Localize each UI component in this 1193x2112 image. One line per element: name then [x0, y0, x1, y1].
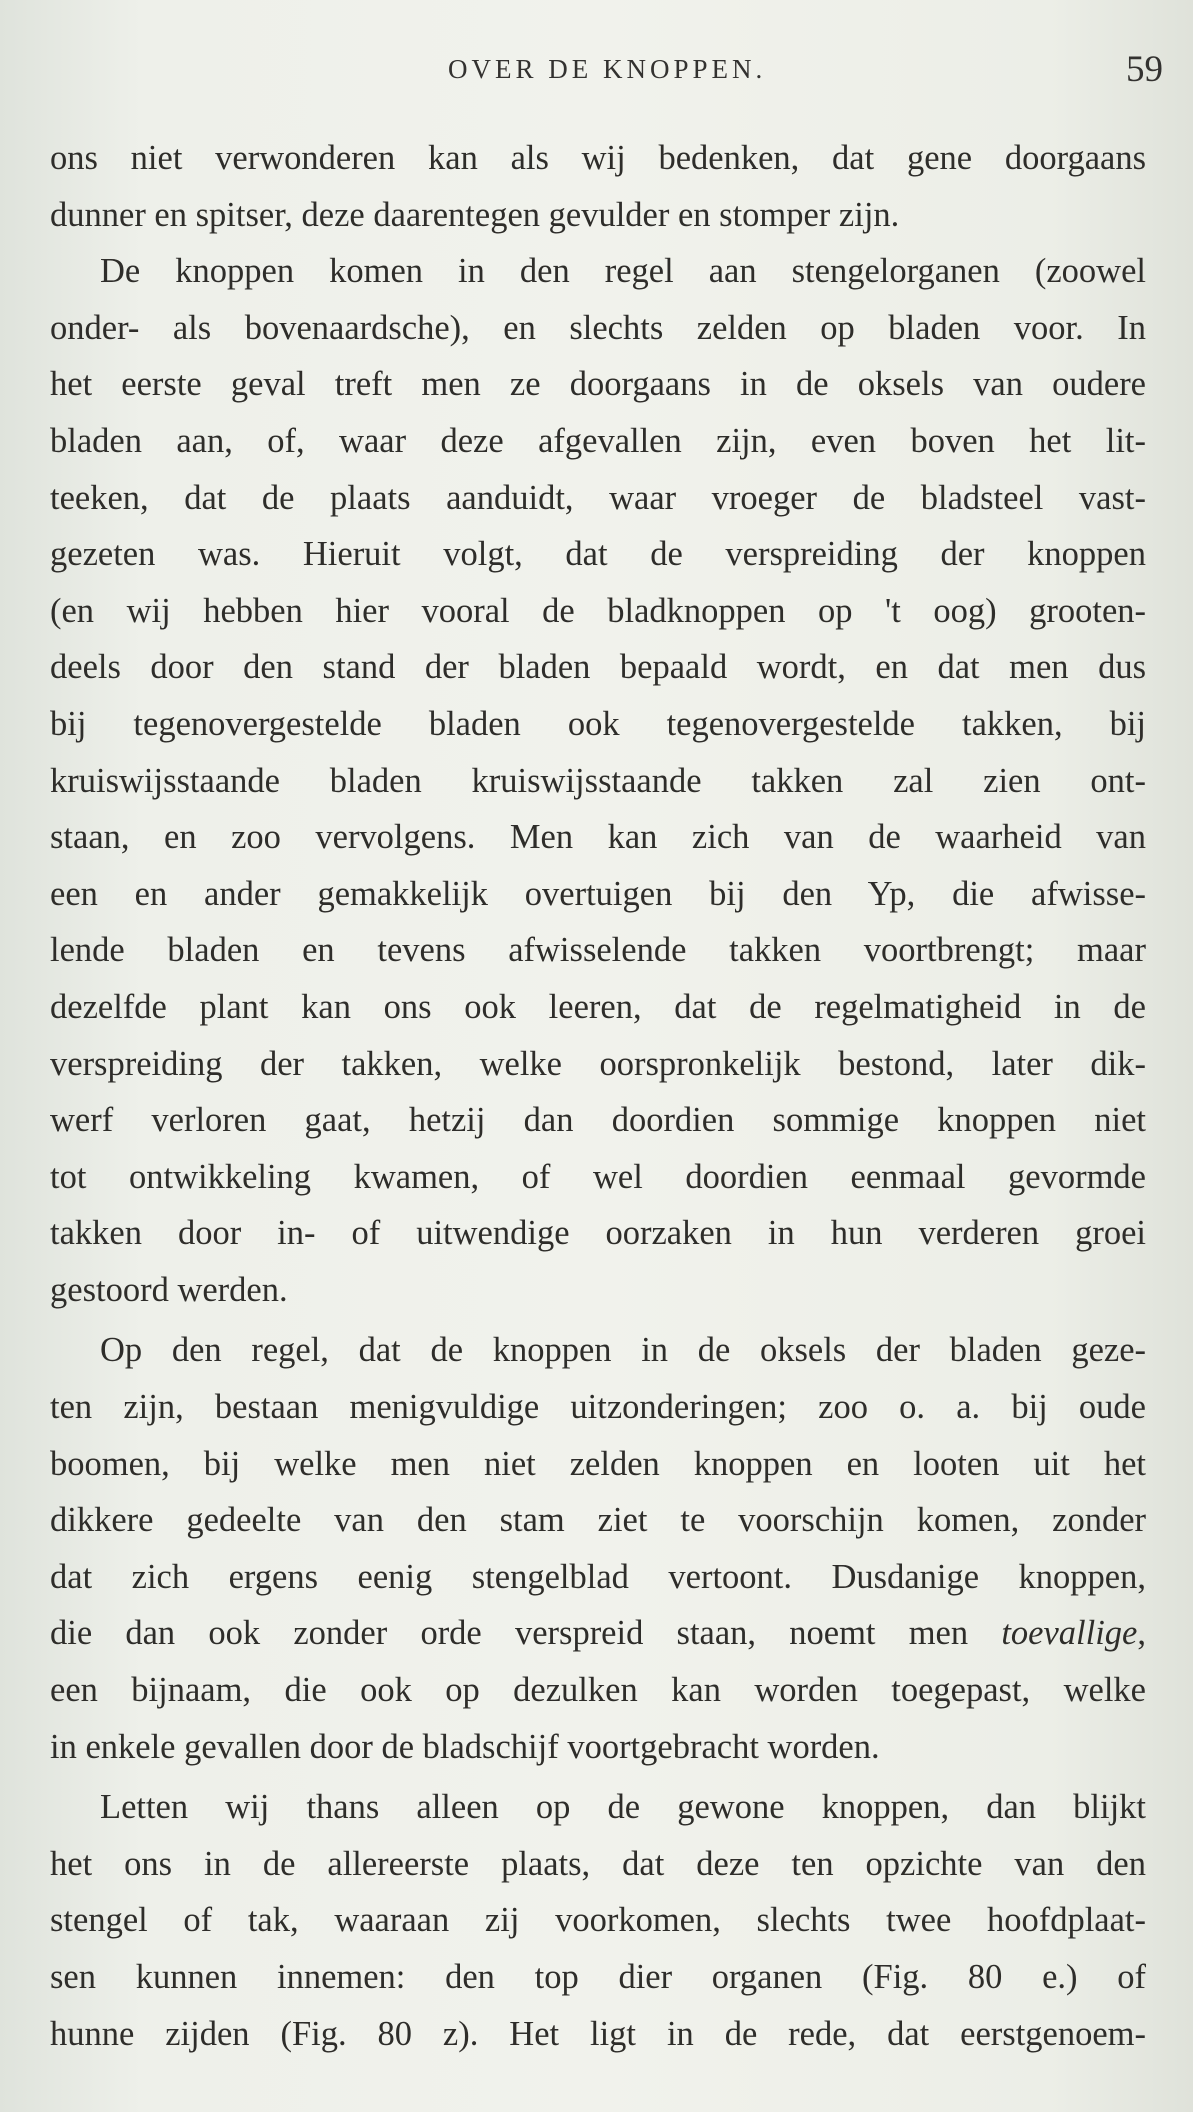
text-line: hunne zijden (Fig. 80 z). Het ligt in de rede, dat eerstgenoem- [50, 2014, 1146, 2053]
text-line: (en wij hebben hier vooral de bladknoppen op 't oog) grooten- [50, 591, 1146, 630]
text-line: verspreiding der takken, welke oorspronkelijk bestond, later dik- [50, 1044, 1146, 1083]
text-line: in enkele gevallen door de bladschijf voortgebracht worden. [50, 1727, 880, 1766]
text-line: bladen aan, of, waar deze afgevallen zijn, even boven het lit- [50, 421, 1146, 460]
text-line: tot ontwikkeling kwamen, of wel doordien eenmaal gevormde [50, 1157, 1146, 1196]
text-line: een bijnaam, die ook op dezulken kan worden toegepast, welke [50, 1671, 1146, 1710]
paragraph-1 [50, 130, 1146, 243]
page-number: 59 [1126, 49, 1163, 90]
italic-term: toevallige [1001, 1614, 1138, 1653]
text-line: het eerste geval treft men ze doorgaans in de oksels van oudere [50, 365, 1146, 404]
text-line: Letten wij thans alleen op de gewone knoppen, dan blijkt [100, 1788, 1146, 1827]
paragraph-4 [50, 1779, 1146, 2062]
text-line: dat zich ergens eenig stengelblad vertoont. Dusdanige knoppen, [50, 1557, 1146, 1596]
text-segment: die dan ook zonder orde verspreid staan, noemt men [50, 1614, 1002, 1653]
text-line: sen kunnen innemen: den top dier organen (Fig. 80 e.) of [50, 1958, 1146, 1996]
text-line: dezelfde plant kan ons ook leeren, dat de regelmatigheid in de [50, 987, 1146, 1026]
text-line: bij tegenovergestelde bladen ook tegenovergestelde takken, bij [50, 704, 1146, 743]
text-line: kruiswijsstaande bladen kruiswijsstaande takken zal zien ont- [50, 761, 1146, 800]
text-line: dikkere gedeelte van den stam ziet te voorschijn komen, zonder [50, 1501, 1146, 1540]
page-header [0, 48, 1193, 92]
paragraph-2 [50, 243, 1146, 1318]
text-line: gezeten was. Hieruit volgt, dat de verspreiding der knoppen [50, 535, 1146, 574]
text-line: onder- als bovenaardsche), en slechts zelden op bladen voor. In [50, 308, 1146, 347]
text-line: een en ander gemakkelijk overtuigen bij den Yp, die afwisse- [50, 874, 1146, 913]
text-line: stengel of tak, waaraan zij voorkomen, slechts twee hoofdplaat- [50, 1901, 1146, 1940]
paragraph-3 [50, 1322, 1146, 1775]
text-line: ten zijn, bestaan menigvuldige uitzonderingen; zoo o. a. bij oude [50, 1388, 1146, 1427]
running-title: OVER DE KNOPPEN. [448, 54, 767, 84]
body-text [50, 130, 1146, 2062]
text-line: boomen, bij welke men niet zelden knoppen en looten uit het [50, 1444, 1146, 1483]
text-line: teeken, dat de plaats aanduidt, waar vroeger de bladsteel vast- [50, 478, 1146, 517]
text-line: takken door in- of uitwendige oorzaken in hun verderen groei [50, 1214, 1146, 1253]
text-line: De knoppen komen in den regel aan stengelorganen (zoowel [100, 252, 1146, 291]
text-segment: , [1137, 1614, 1146, 1653]
text-line: Op den regel, dat de knoppen in de oksels der bladen geze- [100, 1331, 1146, 1370]
text-line: gestoord werden. [50, 1270, 288, 1309]
text-line: lende bladen en tevens afwisselende takken voortbrengt; maar [50, 931, 1146, 970]
text-line: staan, en zoo vervolgens. Men kan zich van de waarheid van [50, 818, 1146, 857]
text-line: het ons in de allereerste plaats, dat deze ten opzichte van den [50, 1844, 1146, 1883]
text-line: dunner en spitser, deze daarentegen gevulder en stomper zijn. [50, 195, 900, 234]
text-line: werf verloren gaat, hetzij dan doordien sommige knoppen niet [50, 1101, 1146, 1140]
text-line: ons niet verwonderen kan als wij bedenken, dat gene doorgaans [50, 139, 1146, 177]
text-line-with-italic [50, 1605, 1146, 1662]
text-line: deels door den stand der bladen bepaald wordt, en dat men dus [50, 648, 1146, 687]
